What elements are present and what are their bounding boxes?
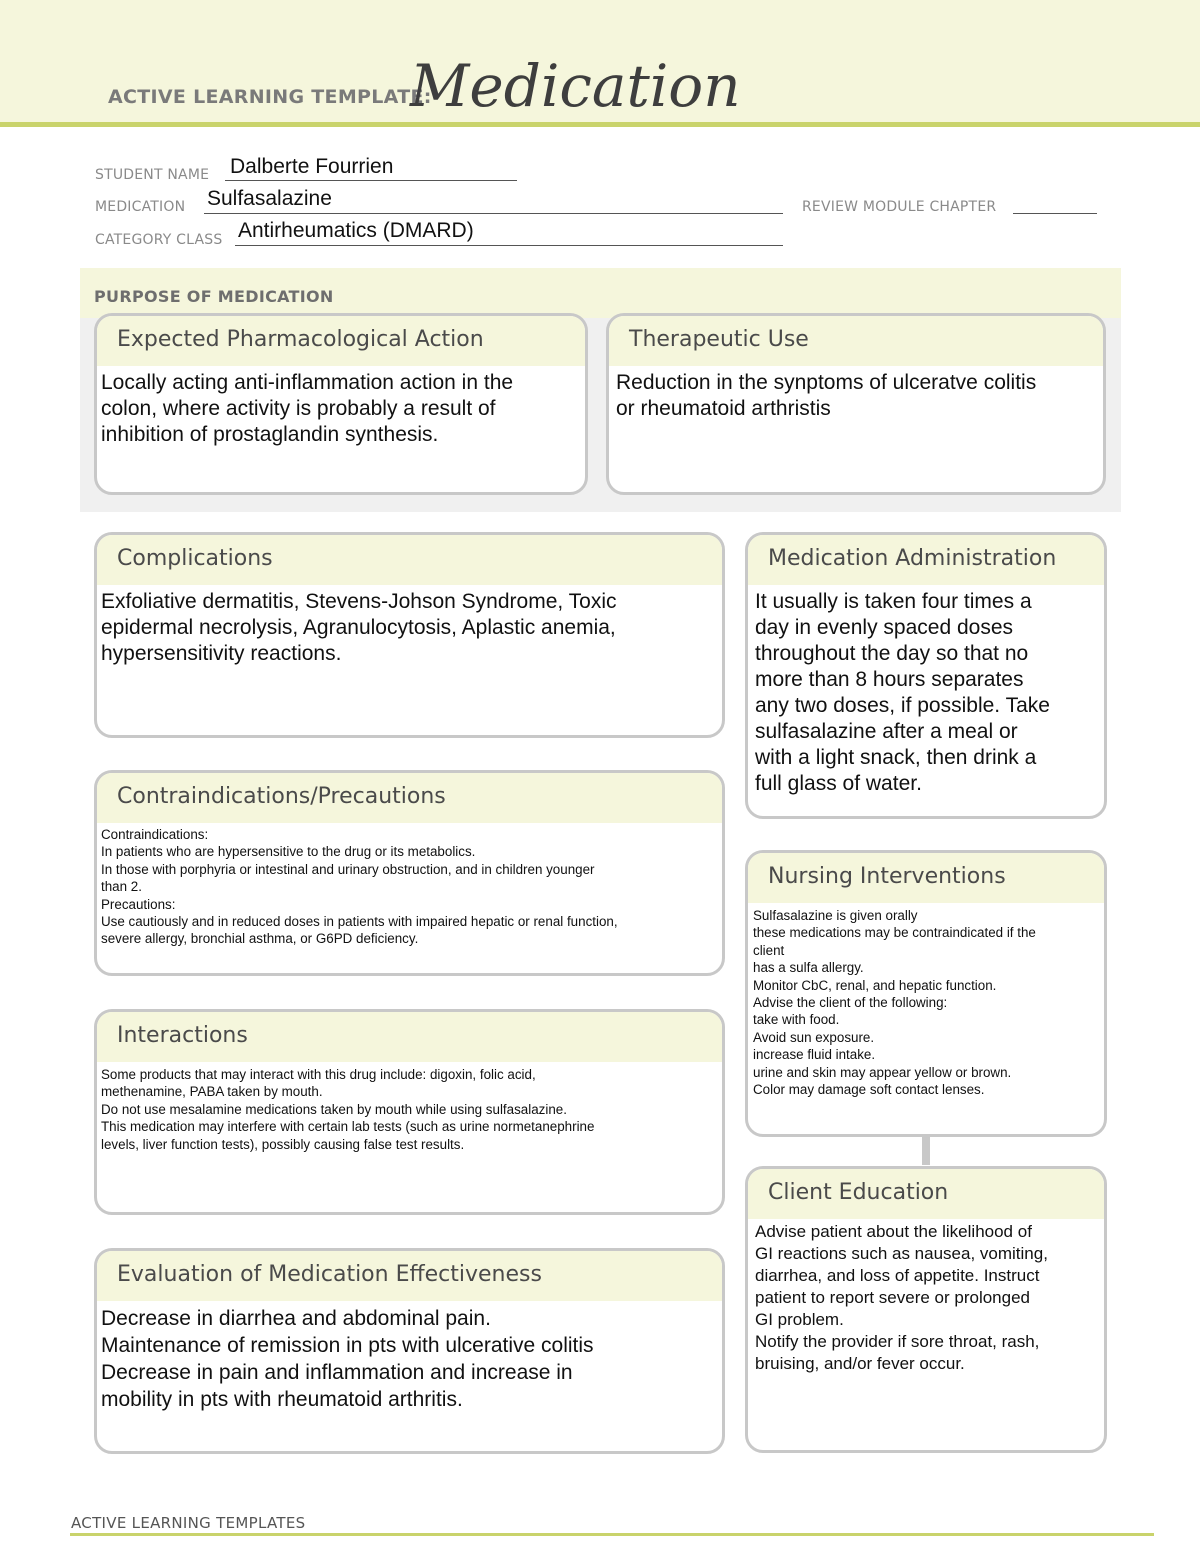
evaluation-card [94,1248,725,1454]
card-connector [922,1135,930,1165]
footer-label: ACTIVE LEARNING TEMPLATES [71,1514,306,1532]
evaluation-heading: Evaluation of Medication Effectiveness [117,1262,542,1287]
client-education-heading: Client Education [768,1180,949,1205]
complications-card [94,532,725,738]
nursing-interventions-text[interactable]: Sulfasalazine is given orally these medications may be contraindicated if the client has a sulfa allergy. Monitor CbC, renal, and hepatic function. Advise the client of the following: take with food. Avoid sun exposure. increase fluid intake. urine and skin may appear yellow or brown. Color may damage soft contact lenses. [753,908,1036,1098]
client-education-card [745,1166,1107,1453]
category-class-field[interactable]: Antirheumatics (DMARD) [238,219,474,242]
complications-text[interactable]: Exfoliative dermatitis, Stevens-Johson Syndrome, Toxic epidermal necrolysis, Agranulocytosis, Aplastic anemia, hypersensitivity reactions. [101,590,617,665]
footer-divider [70,1533,1154,1536]
expected-action-header [97,316,585,366]
medication-administration-card [745,532,1107,819]
therapeutic-use-card [606,313,1106,495]
therapeutic-use-text[interactable]: Reduction in the synptoms of ulceratve colitis or rheumatoid arthristis [616,371,1037,420]
medication-administration-heading: Medication Administration [768,546,1057,571]
student-name-label: STUDENT NAME [95,167,210,183]
nursing-interventions-heading: Nursing Interventions [768,864,1006,889]
therapeutic-use-header [609,316,1103,366]
interactions-header [97,1012,722,1062]
template-title: Medication [410,52,741,120]
contraindications-card [94,770,725,976]
medication-administration-header [748,535,1104,585]
purpose-title: PURPOSE OF MEDICATION [94,287,334,306]
contraindications-header [97,773,722,823]
evaluation-text[interactable]: Decrease in diarrhea and abdominal pain. Maintenance of remission in pts with ulcerative colitis Decrease in pain and inflammation and increase in mobility in pts with rheumatoid arthritis. [101,1307,594,1411]
expected-action-heading: Expected Pharmacological Action [117,327,484,352]
expected-action-text[interactable]: Locally acting anti-inflammation action in the colon, where activity is probably a result of inhibition of prostaglandin synthesis. [101,371,514,446]
category-class-line [235,245,783,246]
client-education-text[interactable]: Advise patient about the likelihood of GI reactions such as nausea, vomiting, diarrhea, and loss of appetite. Instruct patient to report severe or prolonged GI problem. Notify the provider if sore throat, rash, bruising, and/or fever occur. [755,1222,1048,1373]
review-module-field[interactable] [1013,213,1097,214]
interactions-card [94,1009,725,1215]
medication-field[interactable]: Sulfasalazine [207,187,332,210]
expected-action-card [94,313,588,495]
therapeutic-use-heading: Therapeutic Use [629,327,809,352]
medication-administration-text[interactable]: It usually is taken four times a day in evenly spaced doses throughout the day so that no more than 8 hours separates any two doses, if possible. Take sulfasalazine after a meal or with a light snack, then drink a full glass of water. [755,590,1050,795]
contraindications-text[interactable]: Contraindications: In patients who are hypersensitive to the drug or its metabolics. In those with porphyria or intestinal and urinary obstruction, and in children younger than 2. Precautions: Use cautiously and in reduced doses in patients with impaired hepatic or renal function, severe allergy, bronchial asthma, or G6PD deficiency. [101,827,618,947]
complications-heading: Complications [117,546,273,571]
header-divider [0,122,1200,127]
template-label: ACTIVE LEARNING TEMPLATE: [108,86,432,108]
interactions-heading: Interactions [117,1023,248,1048]
client-education-header [748,1169,1104,1219]
nursing-interventions-header [748,853,1104,903]
student-name-field[interactable]: Dalberte Fourrien [230,155,394,178]
medication-label: MEDICATION [95,199,186,215]
review-module-label: REVIEW MODULE CHAPTER [802,199,997,215]
nursing-interventions-card [745,850,1107,1137]
medication-line [204,213,783,214]
evaluation-header [97,1251,722,1301]
interactions-text[interactable]: Some products that may interact with this drug include: digoxin, folic acid, methenamine, PABA taken by mouth. Do not use mesalamine medications taken by mouth while using sulfasalazine. This medication may interfere with certain lab tests (such as urine normetanephrine levels, liver function tests), possibly causing false test results. [101,1067,595,1152]
category-class-label: CATEGORY CLASS [95,232,223,248]
student-name-line [225,180,517,181]
complications-header [97,535,722,585]
contraindications-heading: Contraindications/Precautions [117,784,446,809]
